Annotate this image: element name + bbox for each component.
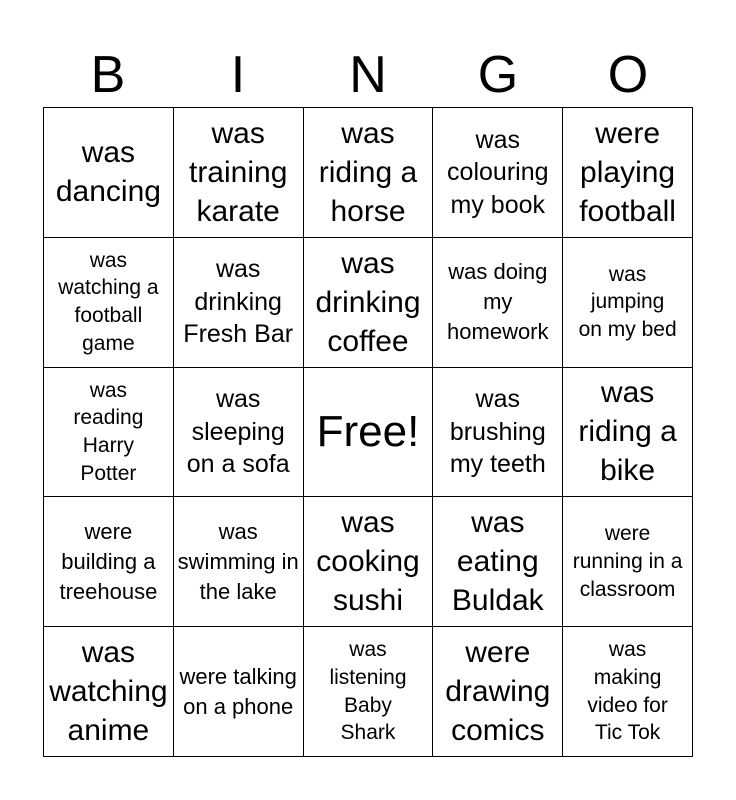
- bingo-cell[interactable]: [433, 108, 563, 238]
- bingo-cell[interactable]: [433, 497, 563, 627]
- bingo-cell[interactable]: [304, 627, 434, 757]
- bingo-cell[interactable]: [44, 368, 174, 498]
- cell-text: was watching anime: [49, 636, 168, 748]
- cell-text: were playing football: [579, 116, 676, 228]
- bingo-cell[interactable]: [174, 627, 304, 757]
- cell-text: was cooking sushi: [316, 506, 420, 618]
- bingo-cell[interactable]: [174, 238, 304, 368]
- bingo-cell[interactable]: [174, 497, 304, 627]
- cell-text: was doing my homework: [447, 259, 549, 345]
- bingo-cell[interactable]: [563, 108, 693, 238]
- bingo-cell[interactable]: [563, 368, 693, 498]
- bingo-cell[interactable]: [44, 627, 174, 757]
- cell-text: was training karate: [188, 116, 288, 228]
- bingo-cell[interactable]: [304, 108, 434, 238]
- bingo-cell[interactable]: [563, 238, 693, 368]
- cell-text: was reading Harry Potter: [73, 378, 144, 485]
- bingo-cell[interactable]: [44, 238, 174, 368]
- cell-text: was eating Buldak: [451, 506, 544, 618]
- cell-text: was riding a bike: [578, 376, 677, 488]
- header-letter-b: B: [90, 46, 126, 104]
- cell-text: was riding a horse: [318, 116, 418, 228]
- bingo-cell[interactable]: [433, 627, 563, 757]
- cell-text: were drawing comics: [445, 636, 551, 748]
- cell-text: was watching a football game: [58, 248, 159, 355]
- header-letter-i: I: [230, 46, 246, 104]
- cell-text: were building a treehouse: [59, 518, 158, 604]
- header-letter-o: O: [607, 46, 649, 104]
- bingo-cell[interactable]: [433, 368, 563, 498]
- cell-text: was colouring my book: [447, 125, 549, 219]
- bingo-cell[interactable]: [563, 627, 693, 757]
- cell-text: was brushing my teeth: [449, 385, 546, 479]
- cell-text: was making video for Tic Tok: [587, 638, 668, 745]
- cell-text: was dancing: [55, 136, 161, 209]
- free-space[interactable]: [304, 368, 434, 498]
- cell-text: was jumping on my bed: [578, 262, 677, 342]
- header-letter-g: G: [477, 46, 519, 104]
- bingo-cell[interactable]: [304, 497, 434, 627]
- cell-text: was swimming in the lake: [177, 518, 299, 604]
- cell-text: was listening Baby Shark: [329, 638, 407, 745]
- bingo-cell[interactable]: [174, 108, 304, 238]
- cell-text: were running in a classroom: [572, 522, 683, 601]
- cell-text: was drinking Fresh Bar: [183, 255, 294, 349]
- cell-text: was drinking coffee: [315, 246, 421, 358]
- bingo-cell[interactable]: [433, 238, 563, 368]
- cell-text: Free!: [316, 406, 420, 456]
- bingo-cell[interactable]: [44, 497, 174, 627]
- bingo-cell[interactable]: [563, 497, 693, 627]
- cell-text: was sleeping on a sofa: [186, 385, 290, 479]
- cell-text: were talking on a phone: [179, 663, 297, 719]
- bingo-cell[interactable]: [304, 238, 434, 368]
- bingo-board: [43, 107, 693, 757]
- bingo-cell[interactable]: [44, 108, 174, 238]
- bingo-header: [43, 44, 693, 106]
- bingo-cell[interactable]: [174, 368, 304, 498]
- header-letter-n: N: [349, 46, 387, 104]
